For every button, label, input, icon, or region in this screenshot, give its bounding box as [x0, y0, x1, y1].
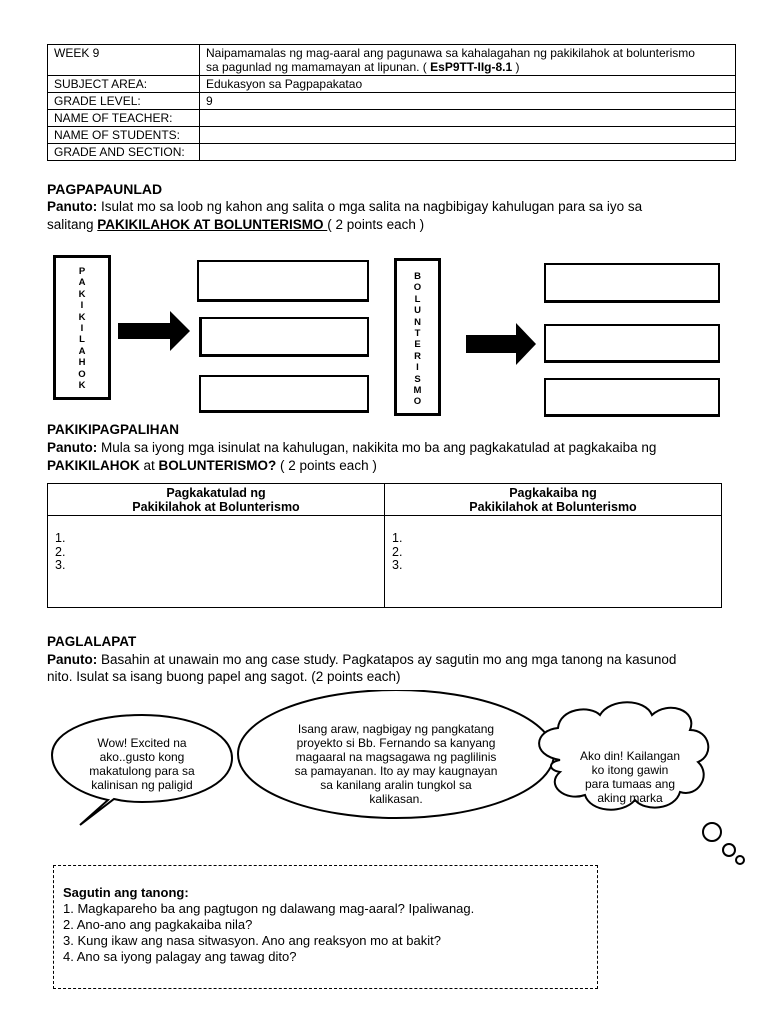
- pakikilahok-answer-box-2[interactable]: [199, 317, 369, 357]
- arrow-right-icon: [466, 323, 540, 365]
- list-item: 1.: [392, 531, 403, 545]
- question-2: 2. Ano-ano ang pagkakaiba nila?: [63, 917, 253, 932]
- questions-title: Sagutin ang tanong:: [63, 885, 189, 900]
- vertical-letter: A: [78, 345, 86, 357]
- section-field[interactable]: [200, 144, 736, 161]
- vertical-letter: P: [78, 266, 86, 277]
- vertical-letter: I: [80, 300, 84, 312]
- bolunterismo-answer-box-3[interactable]: [544, 378, 720, 417]
- arrow-right-icon: [118, 311, 192, 351]
- competency-cell: [200, 45, 736, 76]
- teacher-label: NAME OF TEACHER:: [48, 110, 200, 127]
- comparison-table: [47, 483, 722, 608]
- key-phrase: PAKIKILAHOK AT BOLUNTERISMO: [97, 217, 328, 232]
- vertical-letter: K: [78, 380, 86, 392]
- subject-value: Edukasyon sa Pagpapakatao: [200, 76, 736, 93]
- vertical-letter: L: [79, 334, 85, 346]
- vertical-letter: U: [414, 305, 421, 317]
- section-label: GRADE AND SECTION:: [48, 144, 200, 161]
- question-3: 3. Kung ikaw ang nasa sitwasyon. Ano ang reaksyon mo at bakit?: [63, 933, 441, 948]
- vertical-letter: B: [414, 271, 421, 282]
- list-item: 3.: [55, 558, 66, 572]
- pagpapaunlad-instruction-line2: salitang PAKIKILAHOK AT BOLUNTERISMO ( 2 points each ): [47, 217, 425, 232]
- vertical-letter: O: [413, 282, 422, 294]
- difference-answers[interactable]: [385, 516, 722, 608]
- pagpapaunlad-instruction-line1: Panuto: Isulat mo sa loob ng kahon ang salita o mga salita na nagbibigay kahulugan para sa iyo sa: [47, 199, 643, 214]
- pakikilahok-vertical-box: [53, 255, 111, 400]
- vertical-letter: K: [78, 311, 86, 323]
- vertical-letter: I: [80, 323, 84, 335]
- question-4: 4. Ano sa iyong palagay ang tawag dito?: [63, 949, 297, 964]
- section-row: [48, 144, 736, 161]
- students-label: NAME OF STUDENTS:: [48, 127, 200, 144]
- bubble-left-text: Wow! Excited na ako..gusto kong makatulong para sa kalinisan ng paligid: [89, 736, 195, 792]
- vertical-letter: A: [78, 277, 86, 289]
- vertical-letter: E: [414, 339, 421, 351]
- vertical-letter: N: [414, 316, 421, 328]
- vertical-letter: H: [78, 357, 86, 369]
- bolunterismo-vertical-box: [394, 258, 441, 416]
- pakikipagpalihan-instruction-line1: Panuto: Mula sa iyong mga isinulat na kahulugan, nakikita mo ba ang pagkakatulad at pagkakaiba ng: [47, 440, 657, 455]
- teacher-row: [48, 110, 736, 127]
- similarity-header: Pagkakatulad ng Pakikilahok at Bolunterismo: [48, 484, 385, 516]
- list-item: 3.: [392, 558, 403, 572]
- grade-row: [48, 93, 736, 110]
- students-field[interactable]: [200, 127, 736, 144]
- questions-box: [53, 865, 598, 989]
- grade-value: 9: [200, 93, 736, 110]
- bolunterismo-answer-box-2[interactable]: [544, 324, 720, 363]
- similarity-answers[interactable]: [48, 516, 385, 608]
- pakikilahok-answer-box-1[interactable]: [197, 260, 369, 302]
- vertical-letter: M: [413, 385, 422, 397]
- list-item: 2.: [55, 544, 66, 559]
- bubble-right-text: Ako din! Kailangan ko itong gawin para tumaas ang aking marka: [579, 749, 681, 805]
- vertical-letter: O: [78, 368, 86, 380]
- list-item: 2.: [392, 544, 403, 559]
- vertical-letter: S: [414, 373, 421, 385]
- bubble-center-text: Isang araw, nagbigay ng pangkatang proyekto si Bb. Fernando sa kanyang magaaral na magsagawa ng paglilinis sa pamayanan. Ito ay may kaugnayan sa kanilang aralin tungkol sa kalikasan.: [294, 722, 498, 806]
- students-row: [48, 127, 736, 144]
- list-item: 1.: [55, 531, 66, 545]
- pakikipagpalihan-instruction-line2: PAKIKILAHOK at BOLUNTERISMO? ( 2 points each ): [47, 458, 377, 473]
- competency-line2: sa pagunlad ng mamamayan at lipunan. ( EsP9TT-IIg-8.1 ): [206, 60, 520, 74]
- teacher-field[interactable]: [200, 110, 736, 127]
- paglalapat-instruction-line1: Panuto: Basahin at unawain mo ang case study. Pagkatapos ay sagutin mo ang mga tanong na kasunod: [47, 652, 677, 667]
- thought-bubble-dot: [723, 844, 735, 856]
- vertical-letter: T: [414, 328, 421, 340]
- vertical-letter: R: [414, 350, 421, 362]
- vertical-letter: K: [78, 288, 86, 300]
- vertical-letter: I: [416, 362, 419, 374]
- competency-code: EsP9TT-IIg-8.1: [430, 60, 513, 74]
- pakikilahok-answer-box-3[interactable]: [199, 375, 369, 413]
- bolunterismo-answer-box-1[interactable]: [544, 263, 720, 303]
- info-table: [47, 44, 736, 161]
- vertical-letter: O: [413, 396, 422, 408]
- vertical-letter: L: [414, 293, 421, 305]
- competency-line1: Naipamamalas ng mag-aaral ang pagunawa sa kahalagahan ng pakikilahok at bolunterismo: [206, 46, 695, 60]
- thought-bubble-dot: [703, 823, 721, 841]
- week-row: [48, 45, 736, 76]
- grade-label: GRADE LEVEL:: [48, 93, 200, 110]
- pakikipagpalihan-title: PAKIKIPAGPALIHAN: [47, 422, 180, 437]
- pagpapaunlad-title: PAGPAPAUNLAD: [47, 181, 163, 197]
- thought-bubble-dot: [736, 856, 744, 864]
- subject-row: [48, 76, 736, 93]
- subject-label: SUBJECT AREA:: [48, 76, 200, 93]
- paglalapat-title: PAGLALAPAT: [47, 634, 137, 649]
- question-1: 1. Magkapareho ba ang pagtugon ng dalawang mag-aaral? Ipaliwanag.: [63, 901, 475, 916]
- week-label: WEEK 9: [48, 45, 200, 76]
- difference-header: Pagkakaiba ng Pakikilahok at Bolunterismo: [385, 484, 722, 516]
- paglalapat-instruction-line2: nito. Isulat sa isang buong papel ang sagot. (2 points each): [47, 669, 401, 684]
